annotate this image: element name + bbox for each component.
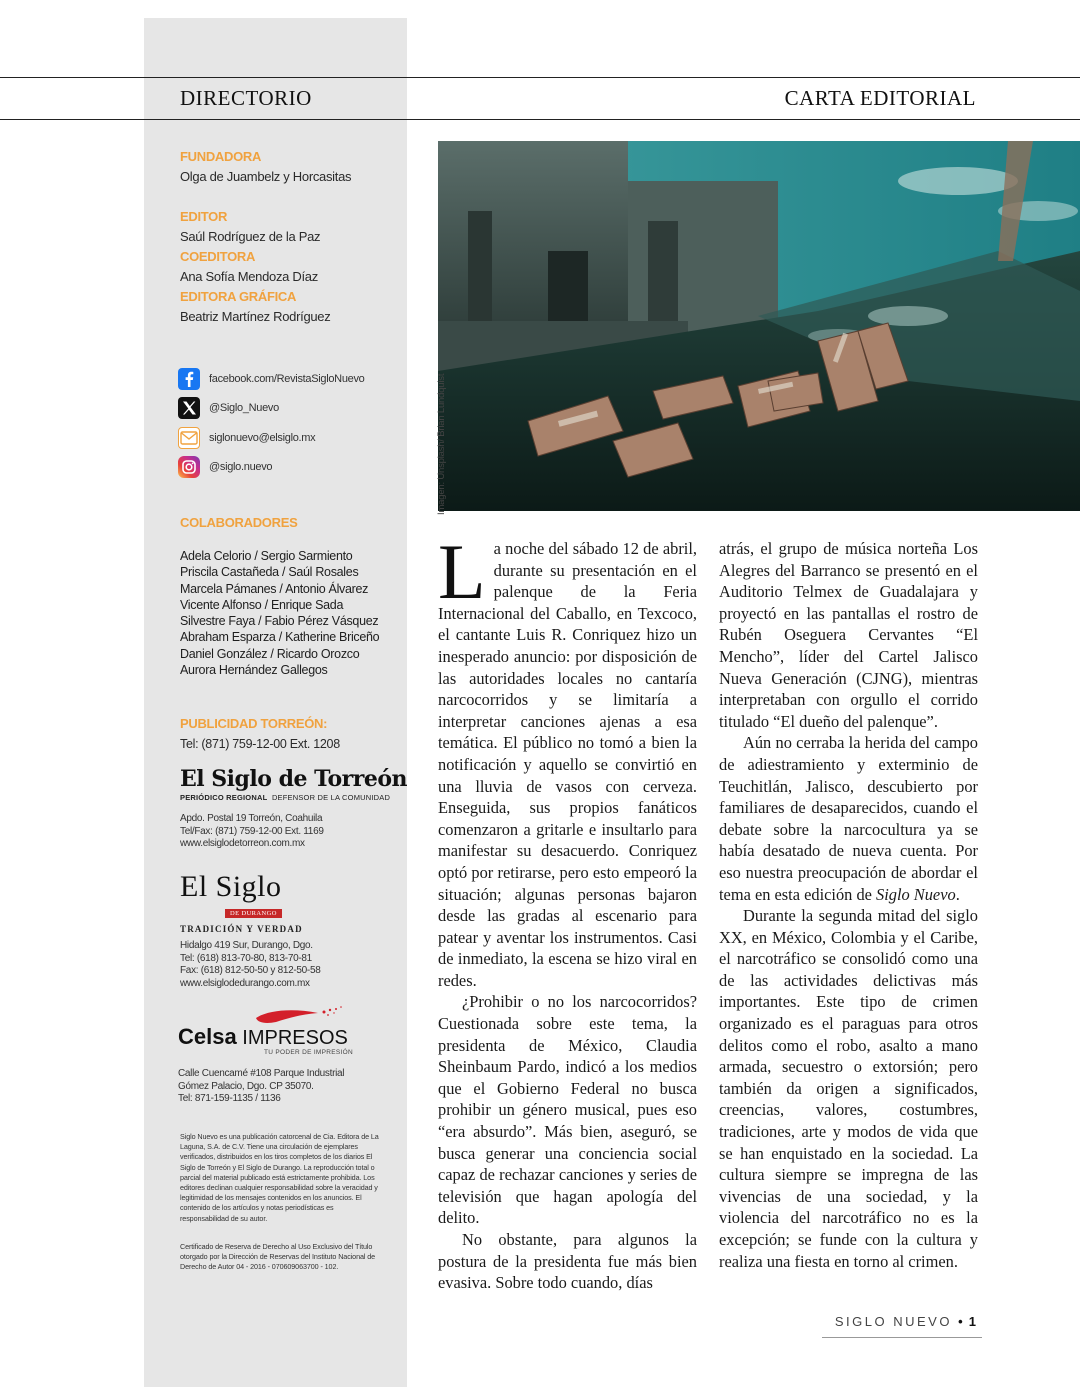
- article-paragraph: [438, 528, 697, 991]
- colaborador-item: Priscila Castañeda / Saúl Rosales: [180, 565, 359, 580]
- durango-logo: El Siglo: [180, 870, 282, 903]
- torreon-logo-block: [180, 766, 408, 851]
- mail-text: siglonuevo@elsiglo.mx: [209, 431, 316, 444]
- torreon-address: Apdo. Postal 19 Torreón, Coahuila: [180, 813, 323, 824]
- durango-phone: Tel: (618) 813-70-80, 813-70-81: [180, 952, 312, 964]
- torreon-logo: El Siglo de Torreón: [180, 766, 408, 792]
- publicidad-phone: Tel: (871) 759-12-00 Ext. 1208: [180, 737, 340, 751]
- torreon-tagline: [180, 793, 400, 802]
- facebook-icon: [178, 368, 200, 390]
- colaboradores-label: COLABORADORES: [180, 515, 298, 530]
- colaborador-item: Vicente Alfonso / Enrique Sada: [180, 597, 344, 612]
- x-link[interactable]: [178, 394, 398, 424]
- article-paragraph-end: .: [955, 884, 960, 904]
- colaborador-item: Abraham Esparza / Katherine Briceño: [180, 630, 380, 645]
- editorial-photo: [438, 141, 1080, 511]
- header-rule-top: [0, 77, 1080, 78]
- celsa-address: Calle Cuencamé #108 Parque Industrial: [178, 1068, 345, 1079]
- colaboradores-list: [180, 548, 395, 678]
- legal-certificate: Certificado de Reserva de Derecho al Uso Exclusivo del Título otorgado por la Dirección de Reservas del Instituto Nacional de Derecho de Autor 04 - 2016 - 070609063700 - 102.: [180, 1242, 376, 1272]
- instagram-link[interactable]: [178, 453, 398, 483]
- facebook-link[interactable]: [178, 364, 398, 394]
- social-links: [178, 364, 398, 482]
- colaboradores-label-wrap: [180, 513, 395, 533]
- facebook-text: facebook.com/RevistaSigloNuevo: [209, 372, 365, 385]
- colaborador-item: Adela Celorio / Sergio Sarmiento: [180, 549, 353, 563]
- instagram-text: @siglo.nuevo: [209, 461, 273, 474]
- publicidad-label: PUBLICIDAD TORREÓN:: [180, 716, 328, 731]
- durango-fax: Fax: (618) 812-50-50 y 812-50-58: [180, 965, 321, 976]
- editorial-heading: CARTA EDITORIAL: [784, 86, 976, 110]
- editor-name: Saúl Rodríguez de la Paz: [180, 229, 321, 244]
- torreon-tag-bold: PERIÓDICO REGIONAL: [180, 793, 268, 802]
- durango-website: www.elsiglodedurango.com.mx: [180, 977, 310, 989]
- fundadora-label: FUNDADORA: [180, 149, 262, 164]
- article-paragraph-text: Aún no cerraba la herida del campo de adiestramiento y exterminio de Teuchitlán, Jalisco, descubierto por familiares de desaparecidos, cuando el debate sobre la narcocultura ya se había desatado de nueva cuenta. Por eso nuestra preocupación de abordar el tema en esta edición de: [719, 733, 978, 904]
- celsa-logo-bold: Celsa: [178, 1024, 237, 1049]
- drop-cap: L: [438, 528, 486, 615]
- celsa-logo: [178, 1026, 398, 1049]
- editora-grafica-name: Beatriz Martínez Rodríguez: [180, 309, 331, 324]
- colaborador-item: Aurora Hernández Gallegos: [180, 663, 328, 678]
- editora-grafica-label: EDITORA GRÁFICA: [180, 289, 297, 304]
- header-rule-bottom: [0, 119, 1080, 120]
- celsa-splash-icon: [248, 1004, 348, 1026]
- footer-separator: •: [958, 1314, 963, 1329]
- x-text: @Siglo_Nuevo: [209, 402, 279, 415]
- footer-magazine: SIGLO NUEVO: [834, 1314, 952, 1329]
- mail-link[interactable]: [178, 423, 398, 453]
- torreon-website: www.elsiglodetorreon.com.mx: [180, 838, 305, 849]
- colaborador-item: Daniel González / Ricardo Orozco: [180, 646, 360, 661]
- publicidad-block: [180, 714, 395, 754]
- article-paragraph: ¿Prohibir o no los narcocorridos? Cuestionada sobre este tema, la presidenta de México, Claudia Sheinbaum Pardo, indicó a los medios que el Gobierno Federal no busca prohibir un género musical, pues eso “era absurdo”. Más bien, aseguró, se busca generar una conciencia social capaz de rechazar canciones y series de televisión que hagan apología del delito.: [438, 992, 697, 1228]
- article-paragraph: No obstante, para algunos la postura de la presidenta fue más bien evasiva. Sobre todo cuando, días: [438, 1230, 697, 1293]
- fundadora-name: Olga de Juambelz y Horcasitas: [180, 169, 352, 184]
- celsa-logo-block: [178, 1008, 398, 1106]
- article-paragraph: [719, 732, 978, 905]
- colaborador-item: Silvestre Faya / Fabio Pérez Vásquez: [180, 614, 379, 629]
- page-footer: [835, 1314, 976, 1329]
- editor-label: EDITOR: [180, 209, 228, 224]
- x-icon: [178, 397, 200, 419]
- torreon-phone: Tel/Fax: (871) 759-12-00 Ext. 1169: [180, 825, 324, 837]
- colaborador-item: Marcela Pámanes / Antonio Álvarez: [180, 581, 369, 596]
- directory-heading: DIRECTORIO: [180, 86, 312, 110]
- durango-band: DE DURANGO: [225, 909, 282, 918]
- instagram-icon: [178, 456, 200, 478]
- article-column-1: [438, 528, 697, 1294]
- torreon-tag-rest: DEFENSOR DE LA COMUNIDAD: [271, 793, 391, 802]
- article-paragraph: atrás, el grupo de música norteña Los Alegres del Barranco se presentó en el Auditorio Telmex de Guadalajara y proyectó en las pantallas el rostro de Rubén Oseguera Cervantes “El Mencho”, líder del Cartel Jalisco Nueva Generación (CJNG), mientras interpretaban con orgullo el corrido titulado “El dueño del palenque”.: [719, 539, 978, 731]
- coeditora-name: Ana Sofía Mendoza Díaz: [180, 269, 318, 284]
- durango-logo-block: [180, 872, 400, 990]
- mail-icon: [178, 427, 200, 449]
- article-column-2: [719, 538, 978, 1272]
- article-paragraph-text: a noche del sábado 12 de abril, durante su presentación en el palenque de la Feria Internacional del Caballo, en Texcoco, el cantante Luis R. Conriquez hizo un inesperado anuncio: por disposición de las autoridades locales no cantaría narcocorridos y se limitaría a interpretar canciones ajenas a esa temática. El público no tomó a bien la notificación y aquello se convirtió en una lluvia de vasos con cerveza. Enseguida, sus propios fanáticos comenzaron a gritarle e insultarlo para manifestar su desacuerdo. Conriquez optó por retirarse, pero esto empeoró la situación; algunas personas bajaron desde las gradas al escenario para patear y aventar los instrumentos. Casi de inmediato, la escena se hizo viral en redes.: [438, 539, 697, 990]
- footer-rule: [822, 1337, 982, 1338]
- celsa-phone: Tel: 871-159-1135 / 1136: [178, 1093, 281, 1104]
- page-number: 1: [968, 1314, 976, 1329]
- article-paragraph: Durante la segunda mitad del siglo XX, en México, Colombia y el Caribe, el narcotráfico se consolidó como una de las actividades delictivas más importantes. Este tipo de crimen organizado es el paraguas para otros delitos como el robo, asalto a mano armada, secuestro o extorsión; pero también da origen a significados, creencias, valores, costumbres, tradiciones, arte y modos de vida que se han enquistado en la sociedad. La cultura siempre se impregna de las vivencias de una sociedad, y la violencia del narcotráfico no es la excepción; se funde con la cultura y realiza una fiesta en torno al crimen.: [719, 906, 978, 1271]
- magazine-name-italic: Siglo Nuevo: [876, 884, 956, 904]
- staff-list: [180, 147, 395, 327]
- legal-notice: Siglo Nuevo es una publicación catorcenal de Cia. Editora de La Laguna, S.A. de C.V. Tiene una circulación de ejemplares verificados, distribuidos en los tiros completos de los diarios El Siglo de Torreón y El Siglo de Durango. La reproducción total o parcial del material publicado está estrictamente prohibida. Los editores declinan cualquier responsabilidad sobre la veracidad y legitimidad de los mensajes contenidos en los anuncios. El contenido de los artículos y notas periodísticas es responsabilidad de su autor.: [180, 1132, 379, 1223]
- durango-motto: TRADICIÓN Y VERDAD: [180, 924, 303, 934]
- celsa-city: Gómez Palacio, Dgo. CP 35070.: [178, 1080, 314, 1092]
- coeditora-label: COEDITORA: [180, 249, 256, 264]
- photo-credit: Imagen: Unsplash/ Brian Lundquist: [436, 373, 447, 515]
- celsa-logo-rest: IMPRESOS: [242, 1027, 348, 1049]
- celsa-tagline: TU PODER DE IMPRESIÓN: [264, 1049, 354, 1056]
- durango-address: Hidalgo 419 Sur, Durango, Dgo.: [180, 940, 313, 951]
